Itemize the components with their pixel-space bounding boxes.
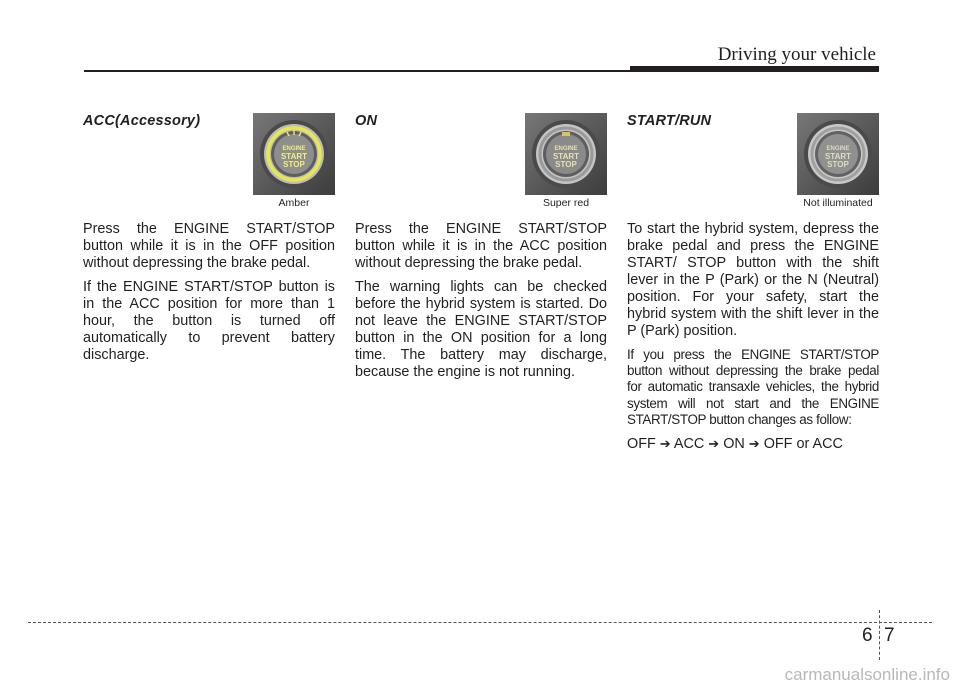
caption-on: Super red: [525, 196, 607, 211]
body-start-run: [627, 221, 879, 460]
engine-start-button-icon: [253, 113, 335, 195]
paragraph: If you press the ENGINE START/STOP button without depressing the brake pedal for automatic transaxle vehicles, the hybrid system will not start and the ENGINE START/STOP button changes as follow:: [627, 347, 879, 427]
engine-start-button-icon: [525, 113, 607, 195]
button-photo-start-run: [797, 113, 879, 195]
arrow-right-icon: ➔: [708, 436, 720, 452]
svg-text:ENGINE: ENGINE: [826, 146, 850, 152]
header-rule-accent: [630, 66, 879, 72]
footer-rule: [28, 622, 932, 623]
paragraph: Press the ENGINE START/STOP button while it is in the OFF position without depressing the brake pedal.: [83, 221, 335, 271]
sequence-item: OFF or ACC: [763, 436, 843, 453]
watermark: carmanualsonline.info: [784, 665, 950, 684]
svg-text:ENGINE: ENGINE: [554, 146, 578, 152]
sequence: [627, 435, 879, 453]
paragraph: The warning lights can be checked before the hybrid system is started. Do not leave the ENGINE START/STOP button in the ON position for a long time. The battery may discharge, because the engine is not running.: [355, 279, 607, 380]
paragraph: If the ENGINE START/STOP button is in the ACC position for more than 1 hour, the button is turned off automatically to prevent battery discharge.: [83, 279, 335, 363]
page-number-divider: [879, 610, 880, 660]
svg-text:START: START: [552, 152, 580, 161]
heading-start-run: START/RUN: [627, 113, 712, 129]
sequence-item: ON: [723, 436, 745, 453]
sequence-item: ACC: [673, 436, 705, 453]
svg-text:ENGINE: ENGINE: [282, 146, 306, 152]
engine-start-button-icon: [797, 113, 879, 195]
arrow-right-icon: ➔: [748, 436, 760, 452]
chapter-number: 6: [862, 625, 873, 646]
button-photo-on: [525, 113, 607, 195]
page-number: 7: [884, 625, 895, 646]
body-on: [355, 221, 607, 388]
svg-text:STOP: STOP: [827, 160, 849, 169]
heading-acc: ACC(Accessory): [83, 113, 201, 129]
svg-text:STOP: STOP: [283, 160, 305, 169]
body-acc: [83, 221, 335, 371]
section-title: Driving your vehicle: [717, 44, 876, 65]
heading-on: ON: [355, 113, 378, 129]
sequence-item: OFF: [627, 436, 656, 453]
caption-acc: Amber: [253, 196, 335, 211]
paragraph: Press the ENGINE START/STOP button while it is in the ACC position without depressing the brake pedal.: [355, 221, 607, 271]
arrow-right-icon: ➔: [659, 436, 671, 452]
paragraph: To start the hybrid system, depress the brake pedal and press the ENGINE START/ STOP button with the shift lever in the P (Park) or the N (Neutral) position. For your safety, start the hybrid system with the shift lever in the P (Park) position.: [627, 221, 879, 339]
svg-text:START: START: [280, 152, 308, 161]
svg-text:START: START: [824, 152, 852, 161]
caption-start-run: Not illuminated: [797, 196, 879, 211]
svg-text:STOP: STOP: [555, 160, 577, 169]
button-photo-acc: [253, 113, 335, 195]
